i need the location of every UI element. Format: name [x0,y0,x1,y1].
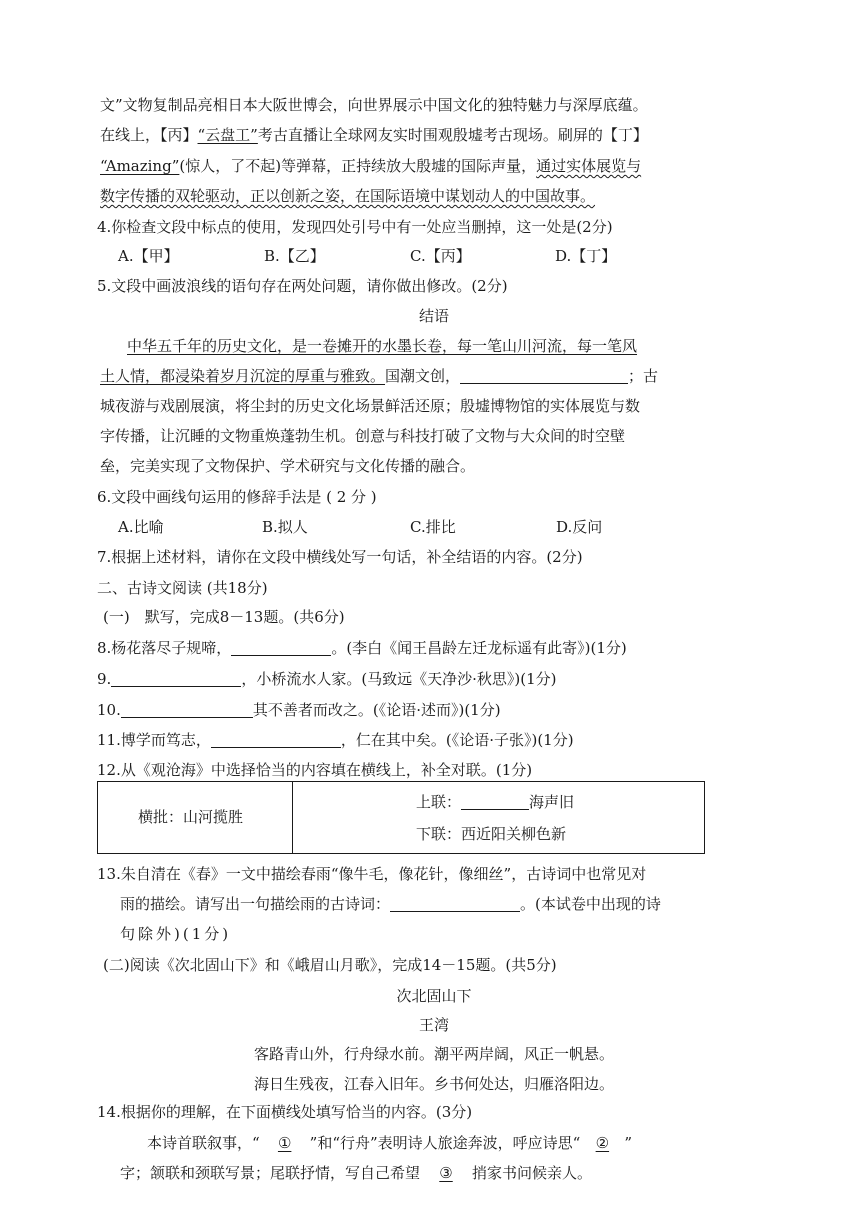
hengpi-cell [98,782,293,853]
part-heading: (二)阅读《次北固山下》和《峨眉山月歌》，完成14－15题。(共5分) [103,956,557,974]
hengpi-text: 横批：山河揽胜 [138,808,244,826]
part-heading: (一) 默写，完成8－13题。(共6分) [103,608,345,626]
question-14-line: 本诗首联叙事，“ ① ”和“行舟”表明诗人旅途奔波，呼应诗思“ ② ” [147,1134,633,1152]
answer-blank[interactable] [390,895,520,912]
question-8: 8.杨花落尽子规啼， 。(李白《闻王昌龄左迁龙标遥有此寄》)(1分) [97,639,627,657]
passage-line: “Amazing”(惊人，了不起)等弹幕，正持续放大殷墟的国际声量，通过实体展览与 [100,157,642,175]
couplet-table [97,781,705,854]
option-c: C.【丙】 [410,247,471,265]
question-12: 12.从《观沧海》中选择恰当的内容填在横线上，补全对联。(1分) [97,761,533,779]
question-13-line: 雨的描绘。请写出一句描绘雨的古诗词： 。(本试卷中出现的诗 [120,895,661,913]
wavy-sentence: 数字传播的双轮驱动，正以创新之姿，在国际语境中谋划动人的中国故事。 [100,187,596,205]
question-11: 11.博学而笃志， ，仁在其中矣。(《论语·子张》)(1分) [97,731,574,749]
poem-line: 海日生残夜，江春入旧年。乡书何处达，归雁洛阳边。 [253,1075,614,1093]
answer-blank[interactable] [111,670,241,687]
question-10: 10. 其不善者而改之。(《论语·述而》)(1分) [97,701,501,719]
option-b: B.【乙】 [264,247,325,265]
underlined-sentence: 中华五千年的历史文化，是一卷摊开的水墨长卷，每一笔山川河流，每一笔风 [127,337,638,355]
question-14-line: 字；颔联和颈联写景；尾联抒情，写自己希望 ③ 捎家书问候亲人。 [120,1164,593,1182]
passage-line: 在线上，【丙】“云盘工”考古直播让全球网友实时围观殷墟考古现场。刷屏的【丁】 [100,126,648,144]
answer-blank[interactable] [231,639,331,656]
answer-blank[interactable] [460,367,628,384]
passage-line: 文”文物复制品亮相日本大阪世博会，向世界展示中国文化的独特魅力与深厚底蕴。 [100,96,648,114]
xialian: 下联：西近阳关柳色新 [416,825,567,843]
option-a: A.【甲】 [118,247,179,265]
question-9: 9. ，小桥流水人家。(马致远《天净沙·秋思》)(1分) [97,670,557,688]
question-4: 4.你检查文段中标点的使用，发现四处引号中有一处应当删掉，这一处是(2分) [97,218,613,236]
passage-line: 城夜游与戏剧展演，将尘封的历史文化场景鲜活还原；殷墟博物馆的实体展览与数 [100,397,641,415]
question-13-line: 句除外)(1分) [120,925,232,943]
option-d: D.【丁】 [555,247,617,265]
question-13: 13.朱自清在《春》一文中描绘春雨“像牛毛，像花针，像细丝”，古诗词中也常见对 [97,865,647,883]
question-6: 6.文段中画线句运用的修辞手法是 ( 2 分 ) [97,488,377,506]
poem-line: 客路青山外，行舟绿水前。潮平两岸阔，风正一帆悬。 [253,1045,614,1063]
section-title: 结语 [418,307,449,325]
blank-1[interactable]: ① [277,1134,292,1152]
poem-title: 次北固山下 [396,987,472,1005]
question-5: 5.文段中画波浪线的语句存在两处问题，请你做出修改。(2分) [97,277,508,295]
question-14: 14.根据你的理解，在下面横线处填写恰当的内容。(3分) [97,1103,473,1121]
blank-3[interactable]: ③ [439,1164,453,1182]
question-7: 7.根据上述材料，请你在文段中横线处写一句话，补全结语的内容。(2分) [97,548,583,566]
shanglian: 上联： 海声旧 [416,793,575,811]
section-heading: 二、古诗文阅读 (共18分) [97,579,268,597]
answer-blank[interactable] [461,793,529,810]
blank-2[interactable]: ② [595,1134,610,1152]
passage-line: 土人情，都浸染着岁月沉淀的厚重与雅致。国潮文创， ；古 [100,367,659,385]
option-c: C.排比 [410,518,456,536]
poem-author: 王湾 [418,1016,449,1034]
option-d: D.反问 [556,518,603,536]
answer-blank[interactable] [211,731,341,748]
passage-line: 垒，完美实现了文物保护、学术研究与文化传播的融合。 [100,457,476,475]
answer-blank[interactable] [121,701,253,718]
option-a: A.比喻 [118,518,164,536]
passage-line: 字传播，让沉睡的文物重焕蓬勃生机。创意与科技打破了文物与大众间的时空壁 [100,427,626,445]
option-b: B.拟人 [262,518,308,536]
